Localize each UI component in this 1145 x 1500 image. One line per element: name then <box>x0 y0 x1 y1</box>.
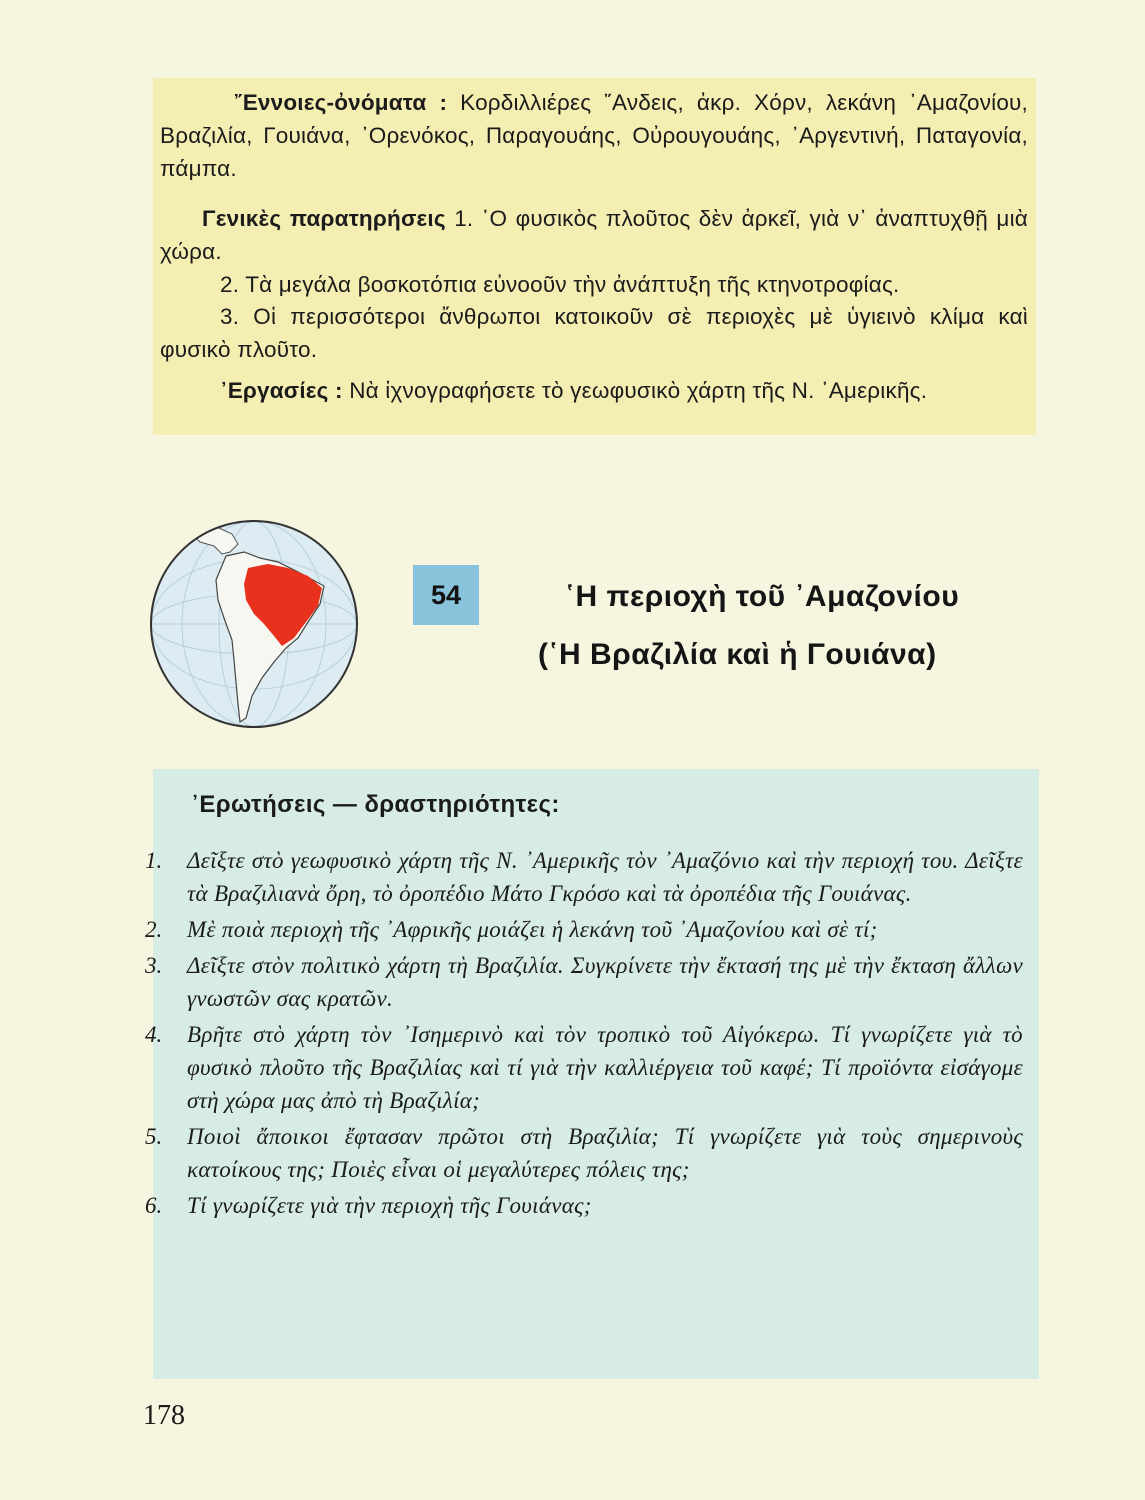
concepts-paragraph <box>160 86 1028 185</box>
question-number: 5. <box>145 1124 163 1149</box>
question-item <box>145 1189 1023 1222</box>
south-america-globe-illustration <box>148 518 360 730</box>
question-number: 3. <box>145 953 163 978</box>
question-item <box>145 949 1023 1015</box>
observation-2: 2. Τὰ μεγάλα βοσκοτόπια εὐνοοῦν τὴν ἀνάπτυξη τῆς κτηνοτροφίας. <box>220 272 900 297</box>
tasks-label: ᾿Εργασίες : <box>220 378 343 403</box>
question-number: 6. <box>145 1193 163 1218</box>
tasks-text: Νὰ ἰχνογραφήσετε τὸ γεωφυσικὸ χάρτη τῆς Ν. ᾿Αμερικῆς. <box>349 378 928 403</box>
concepts-label: ῎Εννοιες-ὀνόματα : <box>235 90 448 115</box>
question-text: Βρῆτε στὸ χάρτη τὸν ᾿Ισημερινὸ καὶ τὸν τροπικὸ τοῦ Αἰγόκερω. Τί γνωρίζετε γιὰ τὸ φυσικὸ πλοῦτο τῆς Βραζιλίας καὶ τί γιὰ τὴν καλλιέργεια τοῦ καφέ; Τί προϊόντα εἰσάγομε στὴ χώρα μας ἀπὸ τὴ Βραζιλία; <box>187 1022 1023 1113</box>
question-text: Τί γνωρίζετε γιὰ τὴν περιοχὴ τῆς Γουιάνας; <box>187 1193 592 1218</box>
question-number: 2. <box>145 917 163 942</box>
question-number: 1. <box>145 848 163 873</box>
summary-box <box>153 78 1036 435</box>
question-text: Μὲ ποιὰ περιοχὴ τῆς ᾿Αφρικῆς μοιάζει ἡ λεκάνη τοῦ ᾿Αμαζονίου καὶ σὲ τί; <box>187 917 878 942</box>
question-item <box>145 1018 1023 1117</box>
page-number: 178 <box>143 1400 185 1431</box>
questions-list <box>145 844 1023 1225</box>
observation-1 <box>160 202 1028 268</box>
question-text: Ποιοὶ ἄποικοι ἔφτασαν πρῶτοι στὴ Βραζιλία; Τί γνωρίζετε γιὰ τοὺς σημερινοὺς κατοίκους της; Ποιὲς εἶναι οἱ μεγαλύτερες πόλεις της; <box>187 1124 1023 1182</box>
questions-box <box>145 769 1039 1379</box>
lesson-subtitle: (῾Η Βραζιλία καὶ ἡ Γουιάνα) <box>538 638 937 671</box>
question-item <box>145 844 1023 910</box>
questions-heading: ᾿Ερωτήσεις — δραστηριότητες: <box>191 791 560 818</box>
observation-3: 3. Οἱ περισσότεροι ἄνθρωποι κατοικοῦν σὲ περιοχὲς μὲ ὑγιεινὸ κλίμα καὶ φυσικὸ πλοῦτο. <box>160 304 1028 362</box>
question-item <box>145 1120 1023 1186</box>
tasks-paragraph <box>160 374 1028 407</box>
lesson-title: ῾Η περιοχὴ τοῦ ᾿Αμαζονίου <box>565 580 960 613</box>
lesson-number-badge: 54 <box>413 565 479 625</box>
observations-label: Γενικὲς παρατηρήσεις <box>202 206 446 231</box>
question-text: Δεῖξτε στὸ γεωφυσικὸ χάρτη τῆς Ν. ᾿Αμερικῆς τὸν ᾿Αμαζόνιο καὶ τὴν περιοχή του. Δεῖξτε τὰ Βραζιλιανὰ ὄρη, τὸ ὀροπέδιο Μάτο Γκρόσο καὶ τὰ ὀροπέδια τῆς Γουιάνας. <box>187 848 1023 906</box>
concepts-text: Κορδιλλιέρες ῎Ανδεις, ἀκρ. Χόρν, λεκάνη ᾿Αμαζονίου, Βραζιλία, Γουιάνα, ᾿Ορενόκος, Παραγουάης, Οὐρουγουάης, ᾿Αργεντινή, Παταγονία, πάμπα. <box>160 90 1029 181</box>
question-number: 4. <box>145 1022 163 1047</box>
question-text: Δεῖξτε στὸν πολιτικὸ χάρτη τὴ Βραζιλία. Συγκρίνετε τὴν ἔκτασή της μὲ τὴν ἔκταση ἄλλων γνωστῶν σας κρατῶν. <box>187 953 1023 1011</box>
observation-1-text: 1. ῾Ο φυσικὸς πλοῦτος δὲν ἀρκεῖ, γιὰ ν᾿ ἀναπτυχθῇ μιὰ χώρα. <box>160 206 1028 264</box>
question-item <box>145 913 1023 946</box>
